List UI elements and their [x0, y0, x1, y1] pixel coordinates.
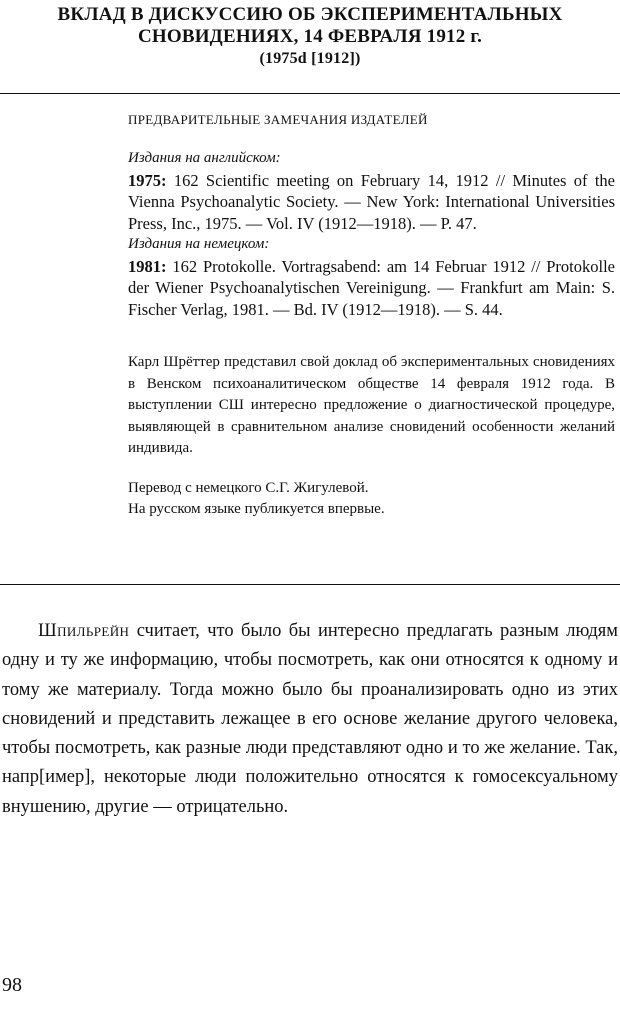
- first-publication-line: На русском языке публикуется впервые.: [128, 501, 385, 517]
- german-edition-year: 1981:: [128, 256, 167, 276]
- english-edition-year: 1975:: [128, 170, 167, 190]
- section-divider: [0, 584, 620, 585]
- translator-line: Перевод с немецкого С.Г. Жигулевой.: [128, 480, 369, 496]
- page-number: 98: [2, 974, 22, 996]
- speaker-name: Шпильрейн: [38, 621, 130, 641]
- editors-notes-heading: ПРЕДВАРИТЕЛЬНЫЕ ЗАМЕЧАНИЯ ИЗДАТЕЛЕЙ: [128, 112, 428, 127]
- page-title: [0, 4, 620, 70]
- title-line-2: СНОВИДЕНИЯХ, 14 ФЕВРАЛЯ 1912 г.: [137, 26, 483, 47]
- main-paragraph-text: считает, что было бы интересно предлагать разным людям одну и ту же информацию, чтобы посмотреть, как они относятся к одному и тому же материалу. Тогда можно было бы проанализировать одно из этих сновидений и представить лежащее в его основе желание другого человека, чтобы посмотреть, как разные люди представляют одно и то же желание. Так, напр[имер], некоторые люди положительно относятся к гомосексуальному внушению, другие — отрицательно.: [2, 621, 619, 817]
- english-edition-text: 162 Scientific meeting on February 14, 1912 // Minutes of the Vienna Psychoanalytic Society. — New York: International Universities Press, Inc., 1975. — Vol. IV (1912—1918). — P. 47.: [128, 170, 615, 233]
- german-edition-text: 162 Protokolle. Vortragsabend: am 14 Februar 1912 // Protokolle der Wiener Psychoanalytischen Vereinigung. — Frankfurt am Main: S. Fischer Verlag, 1981. — Bd. IV (1912—1918). — S. 44.: [128, 256, 615, 319]
- main-text: [2, 617, 618, 822]
- title-line-1: ВКЛАД В ДИСКУССИЮ ОБ ЭКСПЕРИМЕНТАЛЬНЫХ: [57, 4, 563, 25]
- top-divider: [0, 93, 620, 94]
- editors-summary: Карл Шрёттер представил свой доклад об экспериментальных сновидениях в Венском психоаналитическом обществе 14 февраля 1912 года. В выступлении СШ интересно предложение о диагностической процедуре, выявляющей в сравнительном анализе сновидений особенности желаний индивида.: [128, 354, 615, 456]
- german-edition-entry: [128, 256, 615, 321]
- main-paragraph: [2, 617, 618, 822]
- title-line-3: (1975d [1912]): [259, 50, 361, 67]
- english-edition-entry: [128, 170, 615, 235]
- editions-block: [128, 148, 615, 320]
- german-editions-label: Издания на немецком:: [128, 236, 270, 252]
- english-editions-label: Издания на английском:: [128, 150, 281, 166]
- translation-notes: [128, 478, 615, 520]
